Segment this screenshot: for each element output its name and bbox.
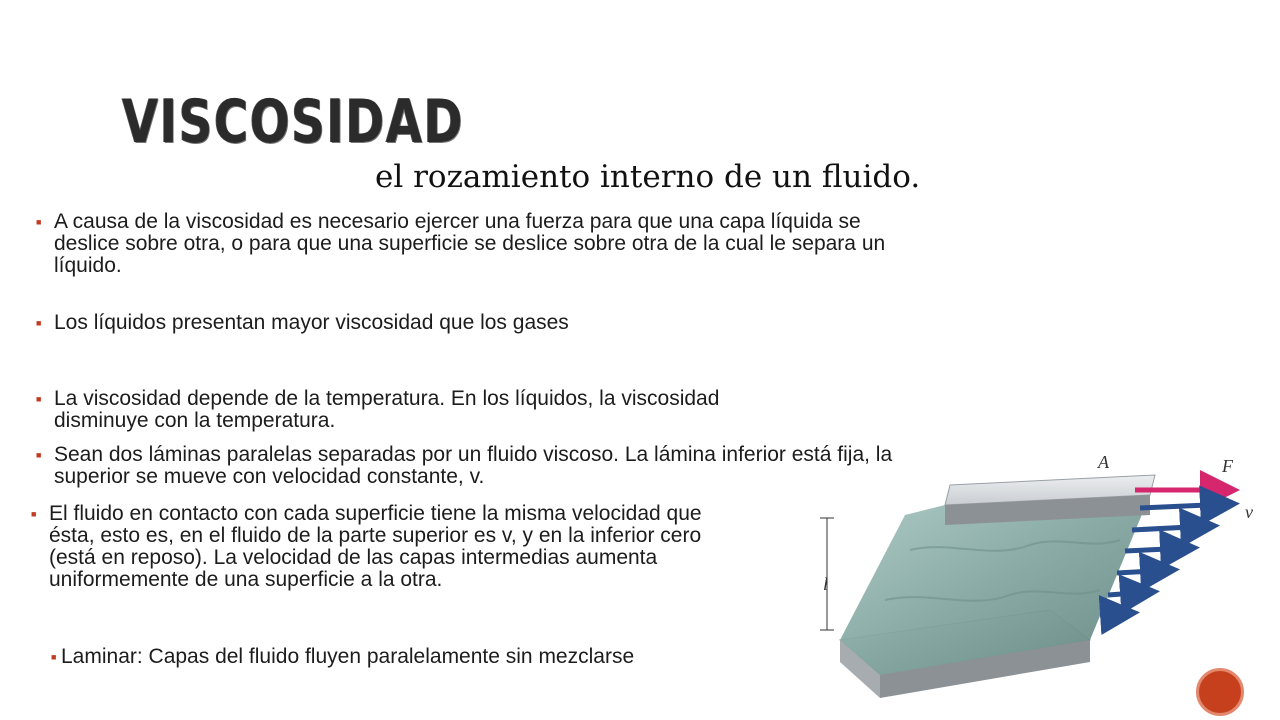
bullet-item-6: [51, 645, 821, 668]
bullet-square-icon: ■: [31, 509, 37, 519]
area-label: A: [1098, 452, 1109, 472]
force-label: F: [1222, 456, 1233, 476]
bullet-item-4: [36, 443, 914, 488]
slide-corner-decoration: [1196, 668, 1244, 716]
bullet-text: A causa de la viscosidad es necesario ejercer una fuerza para que una capa líquida se deslice sobre otra, o para que una superficie se deslice sobre otra de la cual le separa un líquido.: [54, 210, 886, 277]
slide-title: VISCOSIDAD: [122, 87, 465, 157]
bullet-square-icon: ■: [51, 652, 57, 662]
bullet-text: La viscosidad depende de la temperatura. En los líquidos, la viscosidad disminuye con la temperatura.: [54, 387, 720, 432]
velocity-label: v: [1245, 502, 1253, 522]
bullet-text: Sean dos láminas paralelas separadas por un fluido viscoso. La lámina inferior está fija, la superior se mueve con velocidad constante, v.: [54, 443, 893, 488]
bullet-square-icon: ■: [36, 394, 42, 404]
bullet-item-1: [36, 210, 914, 277]
bullet-item-2: [36, 311, 914, 334]
bullet-item-5: [31, 502, 709, 591]
bullet-square-icon: ■: [36, 318, 42, 328]
bullet-text: El fluido en contacto con cada superficie tiene la misma velocidad que ésta, esto es, en el fluido de la parte superior es v, y en la inferior cero (está en reposo). La velocidad de las capas intermedias aumenta uniformemente de una superficie a la otra.: [49, 502, 702, 591]
bullet-square-icon: ■: [36, 217, 42, 227]
bullet-text: Los líquidos presentan mayor viscosidad que los gases: [54, 311, 569, 334]
bullet-text: Laminar: Capas del fluido fluyen paralelamente sin mezclarse: [61, 645, 635, 668]
height-marker: [820, 518, 834, 630]
bullet-item-3: [36, 387, 814, 432]
height-label: l: [823, 574, 829, 594]
slide-subtitle: el rozamiento interno de un fluido.: [375, 159, 921, 195]
bullet-square-icon: ■: [36, 450, 42, 460]
